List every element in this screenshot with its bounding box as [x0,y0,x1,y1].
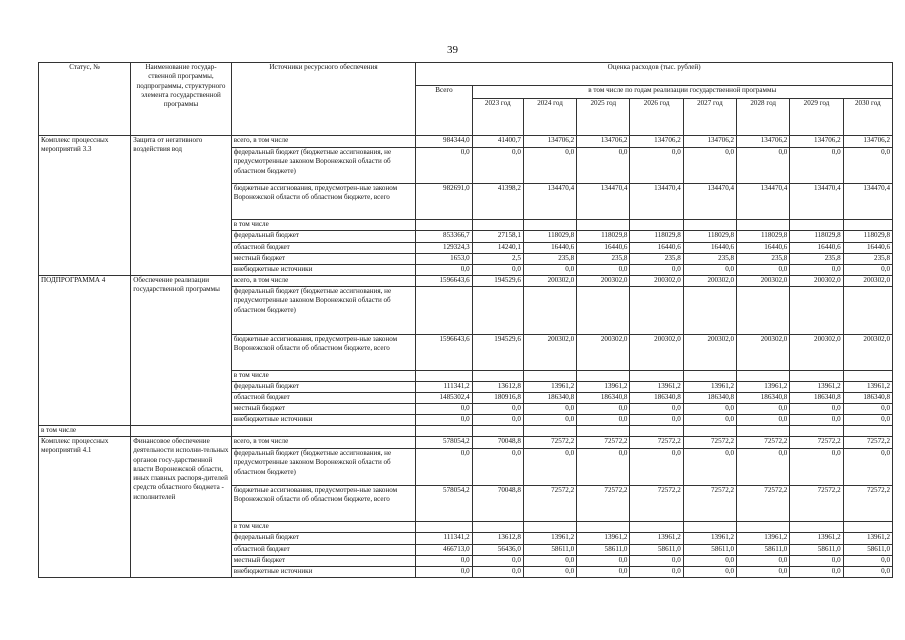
cell-total: 0,0 [416,404,472,415]
cell-year-value: 72572,2 [577,486,630,522]
row-source-label: федеральный бюджет [231,382,416,393]
cell-year-value [523,287,576,335]
cell-year-value: 235,8 [523,254,576,265]
cell-total: 1653,0 [416,254,472,265]
row-source-label: в том числе [231,371,416,382]
row-source-label: федеральный бюджет (бюджетные ассигнования, не предусмотренные законом Воронежской области об областном бюджете) [231,148,416,184]
cell-year-value [523,220,576,231]
header-year: 2029 год [790,99,843,136]
header-year: 2030 год [843,99,892,136]
cell-year-value: 0,0 [630,567,683,578]
cell-total: 1485302,4 [416,393,472,404]
cell-year-value: 200302,0 [843,276,892,287]
cell-total [416,426,472,437]
cell-year-value: 0,0 [683,449,736,486]
row-source-label: внебюджетные источники [231,265,416,276]
header-sources: Источники ресурсного обеспечения [231,63,416,136]
row-source-label [231,426,416,437]
cell-year-value: 13961,2 [843,382,892,393]
cell-year-value [523,371,576,382]
cell-year-value [843,426,892,437]
cell-year-value [630,426,683,437]
cell-year-value: 200302,0 [790,335,843,371]
cell-total: 111341,2 [416,382,472,393]
cell-year-value: 194529,6 [472,276,523,287]
cell-year-value: 56436,0 [472,545,523,556]
cell-year-value: 13961,2 [790,533,843,545]
row-source-label: внебюджетные источники [231,415,416,426]
cell-year-value [630,287,683,335]
cell-year-value: 16440,6 [630,243,683,254]
cell-year-value: 58611,0 [523,545,576,556]
page-number: 39 [447,44,458,56]
cell-year-value: 72572,2 [737,486,790,522]
cell-year-value: 0,0 [843,404,892,415]
cell-year-value: 235,8 [630,254,683,265]
cell-total [416,220,472,231]
cell-year-value [577,522,630,533]
cell-year-value [737,287,790,335]
cell-year-value [577,371,630,382]
cell-year-value: 0,0 [523,449,576,486]
cell-year-value: 200302,0 [737,335,790,371]
cell-year-value [472,522,523,533]
cell-year-value: 118029,8 [790,231,843,243]
row-source-label: областной бюджет [231,243,416,254]
cell-year-value: 72572,2 [843,437,892,449]
row-status: Комплекс процессных мероприятий 4.1 [39,437,131,578]
cell-year-value: 0,0 [523,556,576,567]
cell-total: 0,0 [416,556,472,567]
cell-year-value [843,220,892,231]
cell-year-value: 186340,8 [683,393,736,404]
cell-year-value: 0,0 [523,415,576,426]
cell-year-value: 0,0 [577,449,630,486]
cell-year-value: 0,0 [577,148,630,184]
cell-year-value [683,220,736,231]
cell-year-value: 118029,8 [737,231,790,243]
cell-total: 984344,0 [416,136,472,148]
cell-year-value: 134470,4 [683,184,736,220]
cell-year-value: 27158,1 [472,231,523,243]
cell-year-value: 72572,2 [577,437,630,449]
cell-year-value: 134706,2 [523,136,576,148]
cell-year-value: 235,8 [737,254,790,265]
cell-year-value: 13961,2 [630,533,683,545]
cell-year-value [683,371,736,382]
cell-year-value: 13961,2 [683,533,736,545]
cell-year-value: 0,0 [683,265,736,276]
table-row [39,426,893,437]
cell-year-value: 13612,8 [472,533,523,545]
row-source-label: областной бюджет [231,545,416,556]
cell-year-value [577,287,630,335]
cell-total: 578054,2 [416,486,472,522]
cell-year-value: 0,0 [843,415,892,426]
cell-year-value: 186340,8 [577,393,630,404]
cell-year-value: 0,0 [843,265,892,276]
cell-year-value: 0,0 [790,148,843,184]
cell-year-value: 13961,2 [523,533,576,545]
cell-year-value: 16440,6 [790,243,843,254]
cell-year-value: 0,0 [577,415,630,426]
cell-year-value [737,522,790,533]
cell-year-value: 118029,8 [683,231,736,243]
cell-year-value: 0,0 [737,556,790,567]
row-program-name [131,426,231,437]
cell-year-value: 200302,0 [523,276,576,287]
cell-year-value [523,522,576,533]
cell-year-value: 13961,2 [737,382,790,393]
cell-year-value: 0,0 [630,404,683,415]
cell-year-value: 0,0 [790,556,843,567]
cell-year-value: 2,5 [472,254,523,265]
cell-year-value: 0,0 [737,404,790,415]
cell-year-value [683,287,736,335]
cell-year-value: 118029,8 [577,231,630,243]
cell-year-value [843,287,892,335]
cell-year-value: 16440,6 [683,243,736,254]
header-status: Статус, № [39,63,131,136]
cell-year-value: 72572,2 [790,486,843,522]
cell-year-value: 0,0 [737,148,790,184]
cell-year-value: 0,0 [790,265,843,276]
cell-year-value: 118029,8 [523,231,576,243]
cell-year-value: 13961,2 [577,382,630,393]
cell-year-value [472,371,523,382]
cell-year-value: 134706,2 [737,136,790,148]
cell-total: 0,0 [416,567,472,578]
cell-year-value: 13961,2 [630,382,683,393]
cell-year-value: 72572,2 [683,437,736,449]
cell-year-value: 0,0 [630,148,683,184]
row-source-label: внебюджетные источники [231,567,416,578]
cell-year-value: 200302,0 [577,335,630,371]
cell-year-value: 72572,2 [630,437,683,449]
cell-year-value: 200302,0 [737,276,790,287]
cell-year-value: 0,0 [843,556,892,567]
cell-year-value [790,220,843,231]
cell-year-value: 134470,4 [523,184,576,220]
table-body [39,136,893,578]
table-row [39,276,893,287]
cell-year-value: 58611,0 [683,545,736,556]
cell-year-value: 0,0 [790,449,843,486]
cell-year-value: 13961,2 [523,382,576,393]
cell-total: 1596643,6 [416,335,472,371]
cell-year-value: 134470,4 [737,184,790,220]
cell-year-value: 200302,0 [630,335,683,371]
cell-year-value: 58611,0 [630,545,683,556]
cell-year-value: 186340,8 [843,393,892,404]
row-source-label: в том числе [231,220,416,231]
cell-year-value: 13961,2 [790,382,843,393]
cell-year-value [683,426,736,437]
cell-year-value [790,426,843,437]
cell-year-value [472,426,523,437]
cell-year-value [472,287,523,335]
cell-year-value: 0,0 [683,148,736,184]
cell-year-value: 0,0 [577,265,630,276]
cell-year-value: 118029,8 [843,231,892,243]
cell-year-value: 134470,4 [790,184,843,220]
header-name: Наименование государ-ственной программы, подпрограммы, структурного элемента государственной программы [131,63,231,136]
cell-year-value: 58611,0 [577,545,630,556]
cell-year-value: 58611,0 [737,545,790,556]
cell-total: 0,0 [416,265,472,276]
cell-year-value: 16440,6 [737,243,790,254]
cell-year-value: 200302,0 [843,335,892,371]
row-source-label: бюджетные ассигнования, предусмотрен-ные законом Воронежской области об областном бюджете, всего [231,335,416,371]
cell-year-value: 0,0 [630,415,683,426]
header-year: 2023 год [472,99,523,136]
cell-year-value: 0,0 [683,567,736,578]
cell-year-value: 0,0 [737,415,790,426]
table-row [39,437,893,449]
cell-year-value: 13612,8 [472,382,523,393]
cell-year-value: 70048,8 [472,486,523,522]
cell-total: 1596643,6 [416,276,472,287]
cell-year-value: 0,0 [683,556,736,567]
cell-year-value: 0,0 [843,567,892,578]
cell-year-value: 13961,2 [683,382,736,393]
cell-year-value: 0,0 [630,449,683,486]
cell-year-value: 0,0 [523,567,576,578]
cell-year-value: 0,0 [843,148,892,184]
cell-total [416,287,472,335]
cell-year-value: 13961,2 [577,533,630,545]
cell-year-value [630,522,683,533]
cell-total: 0,0 [416,449,472,486]
cell-year-value: 0,0 [630,265,683,276]
cell-year-value: 72572,2 [523,437,576,449]
cell-year-value: 235,8 [790,254,843,265]
cell-year-value [737,371,790,382]
cell-year-value: 13961,2 [843,533,892,545]
row-source-label: областной бюджет [231,393,416,404]
cell-year-value: 72572,2 [843,486,892,522]
cell-year-value: 0,0 [683,404,736,415]
row-status: в том числе [39,426,131,437]
row-source-label: местный бюджет [231,404,416,415]
cell-year-value: 0,0 [737,567,790,578]
cell-year-value [683,522,736,533]
cell-year-value: 0,0 [683,415,736,426]
cell-year-value: 70048,8 [472,437,523,449]
row-source-label: федеральный бюджет [231,533,416,545]
header-total: Всего [416,86,472,136]
cell-year-value: 41400,7 [472,136,523,148]
cell-year-value: 14240,1 [472,243,523,254]
cell-year-value: 0,0 [577,567,630,578]
cell-year-value: 134706,2 [630,136,683,148]
cell-year-value: 0,0 [523,148,576,184]
cell-year-value: 72572,2 [630,486,683,522]
cell-total: 129324,3 [416,243,472,254]
header-year: 2024 год [523,99,576,136]
cell-total [416,522,472,533]
row-status: Комплекс процессных мероприятий 3.3 [39,136,131,276]
cell-year-value: 0,0 [523,404,576,415]
row-source-label: местный бюджет [231,254,416,265]
cell-year-value: 13961,2 [737,533,790,545]
cell-year-value: 200302,0 [523,335,576,371]
row-source-label: бюджетные ассигнования, предусмотрен-ные законом Воронежской области об областном бюджете, всего [231,486,416,522]
cell-year-value: 134706,2 [577,136,630,148]
cell-year-value: 186340,8 [630,393,683,404]
cell-year-value [790,287,843,335]
cell-year-value: 186340,8 [790,393,843,404]
row-source-label: всего, в том числе [231,437,416,449]
row-source-label: федеральный бюджет (бюджетные ассигнования, не предусмотренные законом Воронежской области об областном бюджете) [231,449,416,486]
cell-year-value: 0,0 [472,567,523,578]
cell-year-value [577,426,630,437]
cell-year-value [843,522,892,533]
header-year: 2028 год [737,99,790,136]
cell-year-value: 200302,0 [577,276,630,287]
cell-year-value: 16440,6 [577,243,630,254]
cell-year-value: 0,0 [523,265,576,276]
cell-year-value [737,220,790,231]
row-source-label: федеральный бюджет (бюджетные ассигнования, не предусмотренные законом Воронежской области об областном бюджете) [231,287,416,335]
cell-year-value: 200302,0 [683,276,736,287]
row-source-label: всего, в том числе [231,276,416,287]
cell-total: 466713,0 [416,545,472,556]
cell-total: 0,0 [416,415,472,426]
row-source-label: местный бюджет [231,556,416,567]
cell-year-value: 0,0 [790,404,843,415]
row-source-label: бюджетные ассигнования, предусмотрен-ные законом Воронежской области об областном бюджете, всего [231,184,416,220]
expenditure-table [38,62,893,578]
header-year: 2027 год [683,99,736,136]
header-by-years: в том числе по годам реализации государственной программы [472,86,892,99]
cell-year-value: 180916,8 [472,393,523,404]
cell-year-value [843,371,892,382]
header-year: 2025 год [577,99,630,136]
cell-year-value: 134470,4 [630,184,683,220]
cell-year-value: 72572,2 [683,486,736,522]
cell-year-value: 0,0 [737,449,790,486]
cell-year-value: 186340,8 [737,393,790,404]
cell-year-value [630,371,683,382]
cell-year-value: 0,0 [577,556,630,567]
cell-year-value: 200302,0 [790,276,843,287]
cell-total [416,371,472,382]
header-year: 2026 год [630,99,683,136]
cell-year-value: 0,0 [630,556,683,567]
cell-year-value: 235,8 [683,254,736,265]
row-program-name: Финансовое обеспечение деятельности исполни-тельных органов госу-дарственной власти Воронежской области, иных главных распоря-дителей средств областного бюджета - исполнителей [131,437,231,578]
cell-year-value: 0,0 [472,404,523,415]
cell-year-value: 0,0 [577,404,630,415]
cell-year-value: 16440,6 [523,243,576,254]
row-source-label: федеральный бюджет [231,231,416,243]
header-estimate: Оценка расходов (тыс. рублей) [416,63,893,86]
row-status: ПОДПРОГРАММА 4 [39,276,131,426]
cell-year-value: 134706,2 [843,136,892,148]
cell-year-value: 134470,4 [843,184,892,220]
cell-year-value: 58611,0 [843,545,892,556]
cell-year-value: 41398,2 [472,184,523,220]
cell-year-value: 186340,8 [523,393,576,404]
row-source-label: в том числе [231,522,416,533]
cell-year-value: 235,8 [577,254,630,265]
cell-total: 853366,7 [416,231,472,243]
cell-year-value: 118029,8 [630,231,683,243]
cell-year-value [472,220,523,231]
cell-year-value: 0,0 [472,556,523,567]
cell-year-value [790,522,843,533]
cell-year-value: 16440,6 [843,243,892,254]
cell-total: 111341,2 [416,533,472,545]
cell-year-value: 235,8 [843,254,892,265]
cell-year-value: 0,0 [472,415,523,426]
cell-year-value: 58611,0 [790,545,843,556]
cell-year-value: 0,0 [472,449,523,486]
row-source-label: всего, в том числе [231,136,416,148]
table-row [39,136,893,148]
cell-year-value: 134706,2 [790,136,843,148]
cell-year-value [577,220,630,231]
cell-total: 578054,2 [416,437,472,449]
cell-year-value: 0,0 [790,567,843,578]
cell-year-value: 134470,4 [577,184,630,220]
cell-year-value: 0,0 [790,415,843,426]
cell-year-value: 194529,6 [472,335,523,371]
cell-year-value: 0,0 [472,148,523,184]
cell-total: 0,0 [416,148,472,184]
cell-year-value [630,220,683,231]
cell-year-value: 200302,0 [683,335,736,371]
cell-year-value [790,371,843,382]
cell-year-value: 72572,2 [523,486,576,522]
row-program-name: Защита от негативного воздействия вод [131,136,231,276]
cell-year-value: 72572,2 [737,437,790,449]
cell-year-value: 72572,2 [790,437,843,449]
row-program-name: Обеспечение реализации государственной программы [131,276,231,426]
cell-year-value [523,426,576,437]
cell-year-value: 0,0 [843,449,892,486]
cell-year-value: 200302,0 [630,276,683,287]
cell-year-value: 0,0 [737,265,790,276]
cell-year-value: 134706,2 [683,136,736,148]
cell-year-value [737,426,790,437]
cell-year-value: 0,0 [472,265,523,276]
cell-total: 982691,0 [416,184,472,220]
